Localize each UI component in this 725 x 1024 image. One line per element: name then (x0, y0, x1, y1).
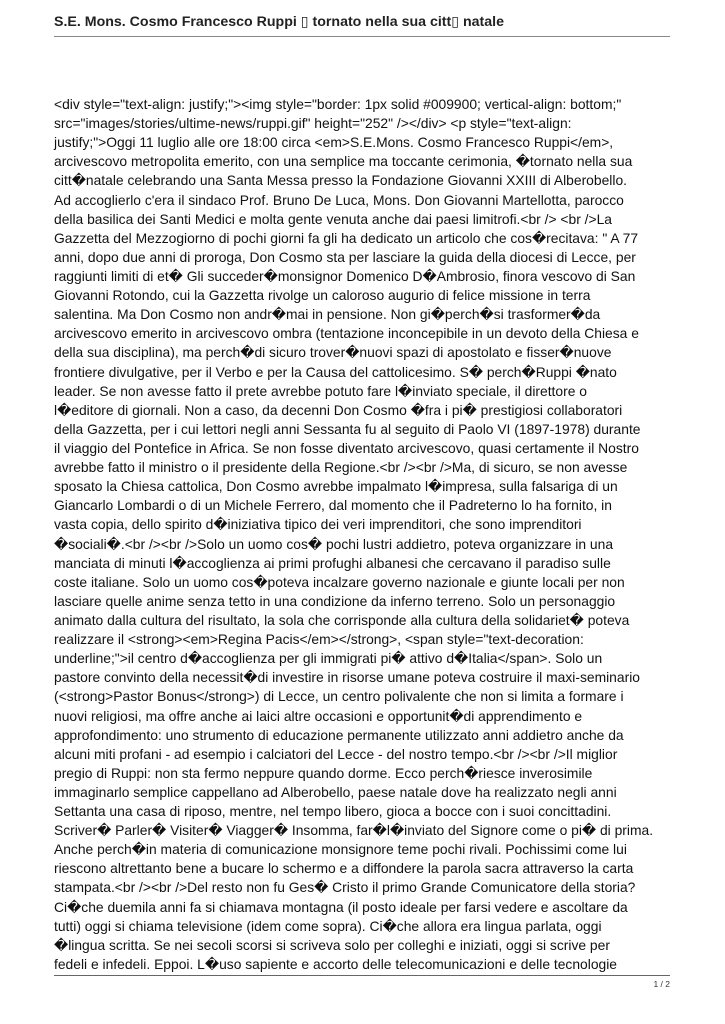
text-line: Giovanni Rotondo, cui la Gazzetta rivolge un caloroso augurio di felice missione in terra (54, 287, 591, 304)
text-line: Scriver� Parler� Visiter� Viagger� Insomma, far�l�inviato del Signore come o pi� di prima. (54, 822, 654, 839)
text-line: arcivescovo metropolita emerito, con una semplice ma toccante cerimonia, �tornato nella sua (54, 153, 633, 170)
article-body (54, 95, 672, 974)
text-line: immaginarlo semplice cappellano ad Alberobello, paese natale dove ha realizzato negli anni (54, 783, 617, 800)
text-line: citt�natale celebrando una Santa Messa presso la Fondazione Giovanni XXIII di Alberobello. (54, 172, 627, 189)
text-line: Ad accoglierlo c'era il sindaco Prof. Bruno De Luca, Mons. Don Giovanni Martellotta, parocco (54, 191, 624, 208)
page-title: S.E. Mons. Cosmo Francesco Ruppi ▯ tornato nella sua citt▯ natale (54, 14, 504, 30)
text-line: vasta copia, dello spirito d�iniziativa tipico dei veri imprenditori, che sono imprenditori (54, 516, 582, 533)
text-line: realizzare il <strong><em>Regina Pacis</em></strong>, <span style="text-decoration: (54, 631, 584, 648)
text-line: arcivescovo emerito in arcivescovo ombra (tentazione inconcepibile in un devoto della Chiesa e (54, 325, 639, 342)
text-line: della basilica dei Santi Medici e molta gente venuta anche dai paesi limitrofi.<br /> <br />La (54, 210, 613, 227)
text-line: Settanta una casa di riposo, mentre, nel tempo libero, gioca a bocce con i suoi concittadini. (54, 803, 612, 820)
text-line: sposato la Chiesa cattolica, Don Cosmo avrebbe impalmato l�impresa, sulla falsariga di un (54, 478, 618, 495)
text-line: salentina. Ma Don Cosmo non andr�mai in pensione. Non gi�perch�si trasformer�da (54, 306, 601, 323)
text-line: fedeli e infedeli. Eppoi. L�uso sapiente e accorto delle telecomunicazioni e delle tecnologie (54, 955, 618, 972)
text-line: della sua disciplina), ma perch�di sicuro trover�nuovi spazi di apostolato e fisser�nuove (54, 344, 612, 361)
text-line: �sociali�.<br /><br />Solo un uomo cos� pochi lustri addietro, poteva organizzare in una (54, 535, 614, 552)
text-line: Anche perch�in materia di comunicazione monsignore teme pochi rivali. Pochissimi come lui (54, 841, 627, 858)
text-line: Ci�che duemila anni fa si chiamava montagna (il posto ideale per farsi vedere e ascoltare da (54, 898, 628, 915)
text-line: raggiunti limiti di et� Gli succeder�monsignor Domenico D�Ambrosio, finora vescovo di San (54, 267, 636, 284)
text-line: approfondimento: uno strumento di educazione permanente utilizzato anni addietro anche da (54, 726, 624, 743)
text-line: <div style="text-align: justify;"><img style="border: 1px solid #009900; vertical-align: bottom;" (54, 96, 622, 112)
text-line: pregio di Ruppi: non sta fermo neppure quando dorme. Ecco perch�riesce inverosimile (54, 764, 593, 781)
text-line: anni, dopo due anni di proroga, Don Cosmo sta per lasciare la guida della diocesi di Lecce, per (54, 248, 636, 265)
text-line: alcuni miti profani - ad esempio i calciatori del Lecce - del nostro tempo.<br /><br />Il miglior (54, 745, 618, 762)
text-line: avrebbe fatto il ministro o il presidente della Regione.<br /><br />Ma, di sicuro, se non avesse (54, 459, 628, 476)
page-number: 1 / 2 (653, 979, 670, 989)
text-line: della Gazzetta, per i cui lettori negli anni Sessanta fu al seguito di Paolo VI (1897-1978) durante (54, 420, 641, 437)
text-line: coste italiane. Solo un uomo cos�poteva incalzare governo nazionale e giunte locali per non (54, 573, 625, 590)
footer-divider (54, 975, 670, 976)
text-line: src="images/stories/ultime-news/ruppi.gif" height="252" /></div> <p style="text-align: (54, 115, 572, 132)
text-line: justify;">Oggi 11 luglio alle ore 18:00 circa <em>S.E.Mons. Cosmo Francesco Ruppi</em>, (54, 134, 614, 151)
text-line: pastore convinto della necessit�di investire in risorse umane poteva costruire il maxi-seminario (54, 669, 640, 686)
text-line: Gazzetta del Mezzogiorno di pochi giorni fa gli ha dedicato un articolo che cos�recitava: " A 77 (54, 229, 639, 246)
document-header (54, 12, 670, 37)
text-line: animato dalla cultura del risultato, la sola che corrisponde alla cultura della solidariet� poteva (54, 611, 630, 628)
text-line: manciata di minuti l�accoglienza ai primi profughi albanesi che cercavano il paradiso sulle (54, 554, 611, 571)
text-line: riescono altrettanto bene a bucare lo schermo e a diffondere la parola sacra attraverso la carta (54, 860, 634, 877)
text-line: l�editore di giornali. Non a caso, da decenni Don Cosmo �fra i pi� prestigiosi collaboratori (54, 401, 623, 418)
text-line: nuovi religiosi, ma offre anche ai laici altre occasioni e opportunit�di apprendimento e (54, 707, 583, 724)
text-line: Giancarlo Lombardi o di un Michele Ferrero, dal momento che il Padreterno lo ha fornito, in (54, 497, 612, 514)
text-line: frontiere divulgative, per il Verbo e per la Causa del cattolicesimo. S� perch�Ruppi �nato (54, 363, 617, 380)
text-line: tutti) oggi si chiama televisione (idem come sopra). Ci�che allora era lingua parlata, oggi (54, 917, 602, 934)
text-line: il viaggio del Pontefice in Africa. Se non fosse diventato arcivescovo, quasi certamente il Nostro (54, 439, 639, 456)
text-line: stampata.<br /><br />Del resto non fu Ges� Cristo il primo Grande Comunicatore della storia? (54, 879, 636, 896)
text-line: �lingua scritta. Se nei secoli scorsi si scriveva solo per colleghi e iniziati, oggi si scrive per (54, 936, 610, 953)
text-line: lasciare quelle anime senza tetto in una condizione da inferno terreno. Solo un personaggio (54, 592, 616, 609)
text-line: (<strong>Pastor Bonus</strong>) di Lecce, un centro polivalente che non si limita a formare i (54, 688, 624, 705)
text-line: leader. Se non avesse fatto il prete avrebbe potuto fare l�inviato speciale, il direttore o (54, 382, 587, 399)
text-line: underline;">il centro d�accoglienza per gli immigrati pi� attivo d�Italia</span>. Solo un (54, 650, 603, 667)
